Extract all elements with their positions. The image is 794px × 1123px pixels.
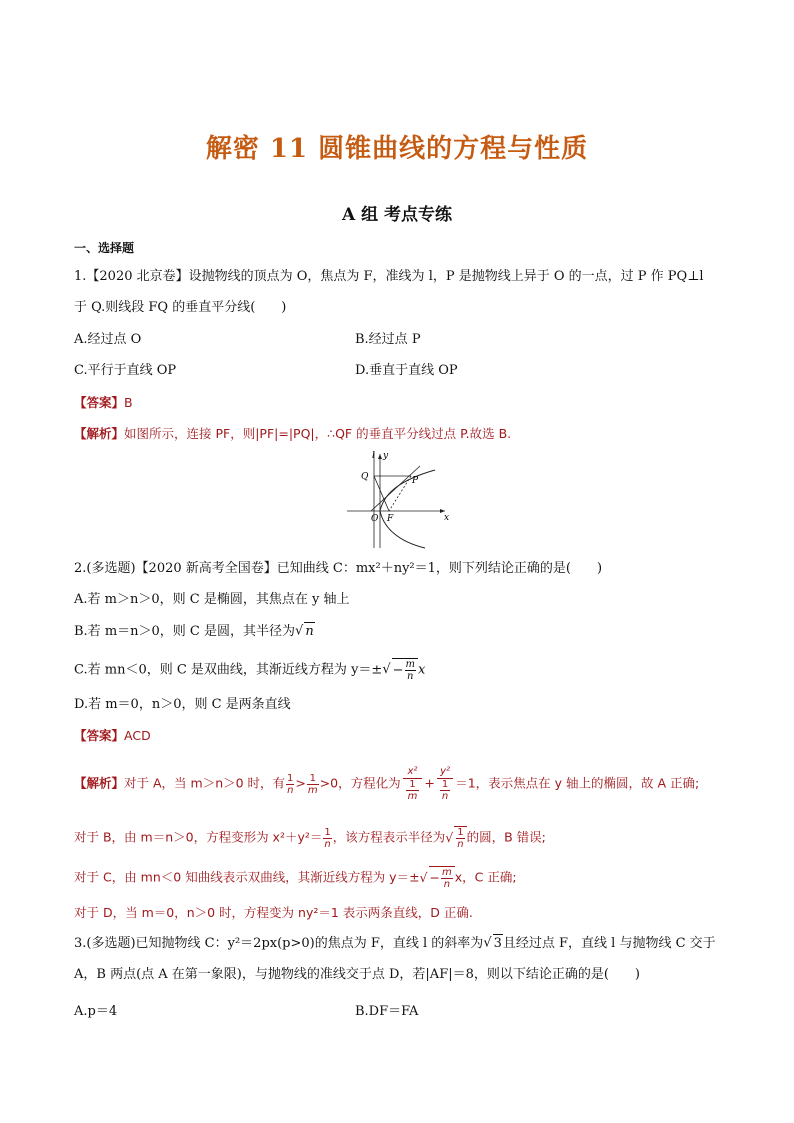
q2-option-a: A.若 m＞n＞0，则 C 是椭圆，其焦点在 y 轴上 [74, 592, 350, 607]
q2-option-c-den: n [407, 671, 414, 682]
page-title: 解密 11 圆锥曲线的方程与性质 [205, 134, 589, 164]
answer-value: B [124, 395, 133, 410]
q3-option-b: B.DF＝FA [355, 1004, 419, 1019]
q3-stem-line2: A，B 两点(点 A 在第一象限)，与抛物线的准线交于点 D，若|AF|＝8，则以下结论正确的是( ) [74, 967, 641, 982]
analysis-label: 【解析】 [74, 426, 125, 441]
label-f: F [387, 514, 394, 524]
analysis-b-post: 的圆，B 错误; [466, 829, 546, 845]
analysis-b-text: 对于 B，由 m＝n＞0，方程变形为 x²＋y²＝ [74, 829, 323, 845]
q3-stem-post: 且经过点 F，直线 l 与抛物线 C 交于 [502, 936, 716, 951]
label-y: y [383, 451, 389, 461]
analysis-c-post: x，C 正确; [454, 869, 517, 885]
q2-option-b-text: B.若 m＝n＞0，则 C 是圆，其半径为 [74, 624, 296, 639]
q1-option-b: B.经过点 P [355, 332, 421, 347]
q2-option-c-x: x [418, 662, 426, 678]
q3-stem-text: 3.(多选题)已知抛物线 C：y²＝2px(p>0)的焦点为 F，直线 l 的斜率为 [74, 936, 484, 951]
q2-analysis-a: 【解析】对于 A，当 m＞n＞0 时，有 $\frac{1}{n}$ > $\frac{1}{m}$ >0，方程化为 $\frac{\text{x²}}{\frac{1}{m}}$ + $\frac{\text{y²}}{\frac{1}{n}}$ ＝1，表示焦点在 y 轴上的椭圆，故 A 正确; [74, 766, 700, 802]
parabola-figure [345, 448, 455, 552]
analysis-text: 如图所示，连接 PF，则|PF|=|PQ|，∴QF 的垂直平分线过点 P.故选 B. [124, 426, 512, 441]
analysis-label: 【解析】 [74, 775, 125, 791]
label-o: O [371, 514, 379, 524]
q1-answer [74, 394, 734, 412]
section-subtitle: A 组 考点专练 [341, 205, 453, 225]
q3-stem-line1: 3.(多选题)已知抛物线 C：y²＝2px(p>0)的焦点为 F，直线 l 的斜率为√ 3且经过点 F，直线 l 与抛物线 C 交于 [74, 935, 716, 951]
q1-option-a: A.经过点 O [74, 332, 142, 347]
label-p: P [412, 476, 419, 486]
q1-option-c: C.平行于直线 OP [74, 363, 177, 378]
q2-option-b-radicand: n [305, 624, 314, 639]
q2-stem: 2.(多选题)【2020 新高考全国卷】已知曲线 C：mx²＋ny²＝1，则下列结论正确的是( ) [74, 561, 603, 576]
q3-option-a: A.p＝4 [74, 1004, 118, 1019]
q2-option-c: C.若 mn＜0，则 C 是双曲线，其渐近线方程为 y＝±√ − $\frac{m}{n}$ x [74, 659, 426, 682]
analysis-b-mid: ，该方程表示半径为 [332, 829, 446, 845]
analysis-c-text: 对于 C，由 mn＜0 知曲线表示双曲线，其渐近线方程为 y＝± [74, 869, 420, 885]
q2-option-b: B.若 m＝n＞0，则 C 是圆，其半径为√ n [74, 623, 314, 639]
answer-label: 【答案】 [74, 395, 125, 410]
analysis-a-text: 对于 A，当 m＞n＞0 时，有 [124, 775, 286, 791]
q2-answer [74, 727, 734, 745]
q1-option-d: D.垂直于直线 OP [355, 363, 458, 378]
label-x: x [444, 513, 450, 523]
q1-stem-line1: 1.【2020 北京卷】设抛物线的顶点为 O，焦点为 F，准线为 l，P 是抛物线上异于 O 的一点，过 P 作 PQ⊥l [74, 269, 704, 284]
q3-sqrt-radicand: 3 [493, 936, 502, 951]
q2-analysis-d: 对于 D，当 m＝0，n＞0 时，方程变为 ny²＝1 表示两条直线，D 正确. [74, 905, 473, 920]
q1-analysis [74, 425, 734, 443]
q2-option-c-text: C.若 mn＜0，则 C 是双曲线，其渐近线方程为 y＝± [74, 662, 383, 678]
q1-stem-line2: 于 Q.则线段 FQ 的垂直平分线( ) [74, 300, 287, 315]
q2-analysis-b: 对于 B，由 m＝n＞0，方程变形为 x²＋y²＝ $\frac{1}{n}$ ，该方程表示半径为√ $\frac{1}{n}$ 的圆，B 错误; [74, 826, 546, 850]
answer-label: 【答案】 [74, 728, 125, 743]
answer-value: ACD [124, 728, 151, 743]
analysis-a-post: ＝1，表示焦点在 y 轴上的椭圆，故 A 正确; [455, 775, 700, 791]
analysis-a-mid: ，方程化为 [338, 775, 401, 791]
q2-option-c-num: m [405, 659, 415, 670]
q2-analysis-c: 对于 C，由 mn＜0 知曲线表示双曲线，其渐近线方程为 y＝±√ − $\frac{m}{n}$ x，C 正确; [74, 867, 517, 890]
label-q: Q [361, 472, 369, 482]
section-heading: 一、选择题 [74, 241, 135, 255]
label-l: l [372, 451, 375, 461]
q2-option-d: D.若 m＝0，n＞0，则 C 是两条直线 [74, 697, 291, 712]
